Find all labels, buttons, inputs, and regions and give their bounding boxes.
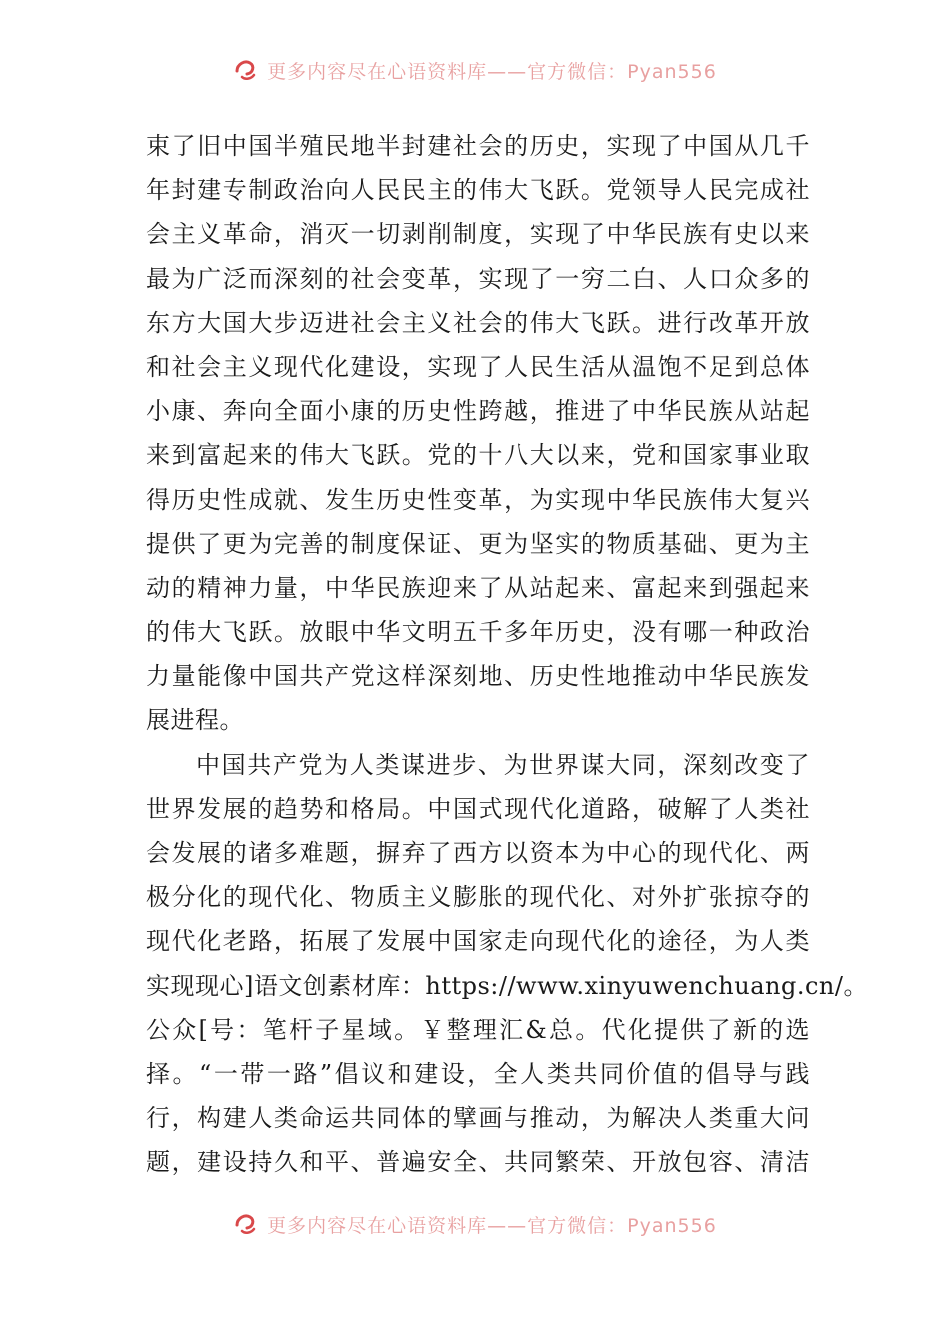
text-line: 会发展的诸多难题，摒弃了西方以资本为中心的现代化、两 — [146, 839, 810, 867]
text-line: 极分化的现代化、物质主义膨胀的现代化、对外扩张掠夺的 — [146, 883, 810, 912]
brand-logo-icon — [233, 57, 259, 83]
text-line: 得历史性成就、发生历史性变革，为实现中华民族伟大复兴 — [146, 485, 810, 514]
text-line: 公众[号：笔杆子星域。￥整理汇&总。代化提供了新的选 — [146, 1015, 810, 1044]
text-line: 现代化老路，拓展了发展中国家走向现代化的途径，为人类 — [146, 927, 810, 956]
text-line: 行，构建人类命运共同体的擘画与推动，为解决人类重大问 — [146, 1104, 810, 1133]
text-line: 实现现心]语文创素材库：https://www.xinyuwenchuang.cn/。 — [146, 971, 868, 1000]
text-line: 和社会主义现代化建设，实现了人民生活从温饱不足到总体 — [146, 352, 810, 381]
text-line: 力量能像中国共产党这样深刻地、历史性地推动中华民族发 — [146, 662, 810, 691]
document-body — [146, 124, 868, 1185]
text-line: 世界发展的趋势和格局。中国式现代化道路，破解了人类社 — [146, 794, 810, 823]
footer-watermark — [0, 1206, 950, 1242]
text-line: 动的精神力量，中华民族迎来了从站起来、富起来到强起来 — [146, 573, 810, 602]
text-line: 择。“一带一路”倡议和建设，全人类共同价值的倡导与践 — [146, 1059, 810, 1088]
text-line: 中国共产党为人类谋进步、为世界谋大同，深刻改变了 — [196, 750, 810, 779]
text-line: 来到富起来的伟大飞跃。党的十八大以来，党和国家事业取 — [146, 441, 810, 470]
text-line: 提供了更为完善的制度保证、更为坚实的物质基础、更为主 — [146, 529, 810, 558]
footer-watermark-text: 更多内容尽在心语资料库——官方微信：Pyan556 — [267, 1214, 717, 1237]
paragraph-2 — [146, 743, 868, 1185]
text-line: 小康、奔向全面小康的历史性跨越，推进了中华民族从站起 — [146, 397, 810, 426]
text-line: 东方大国大步迈进社会主义社会的伟大飞跃。进行改革开放 — [146, 308, 810, 337]
text-line: 展进程。 — [146, 706, 244, 735]
text-line: 束了旧中国半殖民地半封建社会的历史，实现了中国从几千 — [146, 132, 810, 160]
text-line: 年封建专制政治向人民民主的伟大飞跃。党领导人民完成社 — [146, 176, 810, 205]
header-watermark-text: 更多内容尽在心语资料库——官方微信：Pyan556 — [267, 60, 717, 83]
text-line: 题，建设持久和平、普遍安全、共同繁荣、开放包容、清洁 — [146, 1148, 810, 1177]
paragraph-1 — [146, 124, 810, 743]
header-watermark — [0, 52, 950, 88]
text-line: 会主义革命，消灭一切剥削制度，实现了中华民族有史以来 — [146, 220, 810, 249]
brand-logo-icon — [233, 1211, 259, 1237]
text-line: 的伟大飞跃。放眼中华文明五千多年历史，没有哪一种政治 — [146, 618, 810, 647]
text-line: 最为广泛而深刻的社会变革，实现了一穷二白、人口众多的 — [146, 264, 810, 293]
